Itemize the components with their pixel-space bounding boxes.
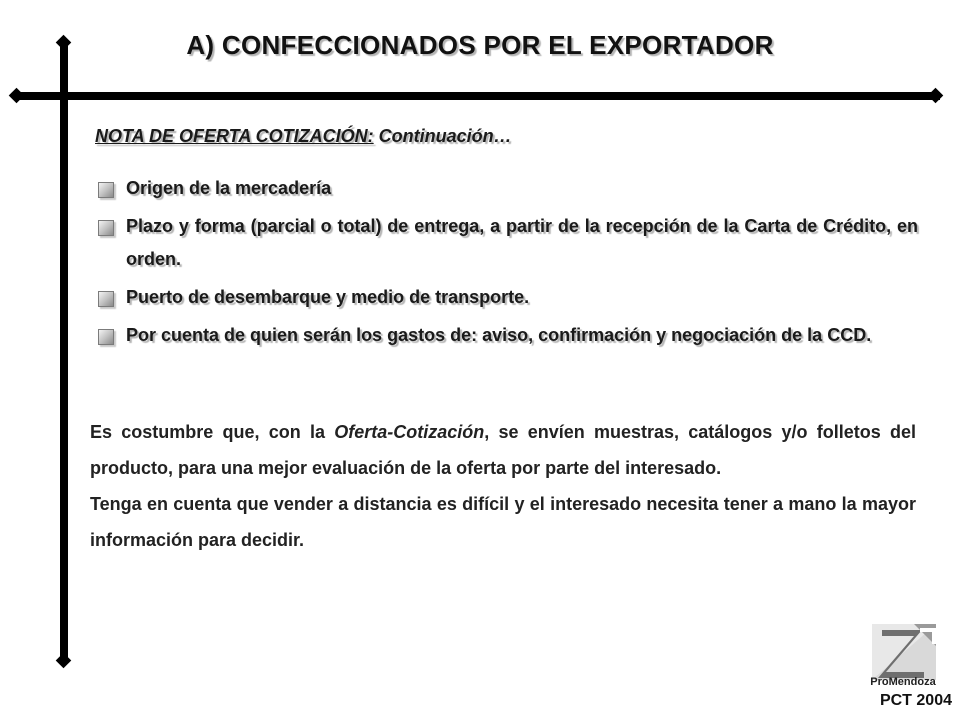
subtitle-underlined: NOTA DE OFERTA COTIZACIÓN:	[95, 126, 374, 146]
paragraph-1-start: Es costumbre que, con la	[90, 422, 335, 442]
square-bullet-icon	[98, 220, 114, 236]
logo-text: ProMendoza	[870, 676, 936, 688]
paragraph-1	[90, 414, 916, 486]
horizontal-rule	[14, 92, 940, 100]
square-bullet-icon	[98, 291, 114, 307]
vertical-rule	[60, 44, 68, 662]
slide-title: A) CONFECCIONADOS POR EL EXPORTADOR	[186, 30, 774, 60]
diamond-right-icon	[928, 88, 944, 104]
paragraph-1-italic: Oferta-Cotización	[334, 422, 485, 442]
list-item	[98, 210, 918, 276]
bullet-text: Por cuenta de quien serán los gastos de: aviso, confirmación y negociación de la CCD.	[126, 325, 872, 345]
diamond-bottom-icon	[56, 653, 72, 669]
footer-text: PCT 2004	[879, 692, 952, 709]
diamond-left-icon	[9, 88, 25, 104]
paragraph-1-end: , se envíen muestras, catálogos y/o folletos del producto, para una mejor evaluación de la oferta por parte del interesado.	[90, 422, 916, 478]
section-subtitle	[95, 126, 512, 147]
list-item	[98, 319, 918, 352]
paragraph-2: Tenga en cuenta que vender a distancia es difícil y el interesado necesita tener a mano la mayor información para decidir.	[90, 494, 916, 550]
square-bullet-icon	[98, 329, 114, 345]
square-bullet-icon	[98, 182, 114, 198]
bullet-text: Origen de la mercadería	[126, 178, 332, 198]
bullet-list	[98, 172, 918, 357]
bullet-text: Plazo y forma (parcial o total) de entrega, a partir de la recepción de la Carta de Crédito, en orden.	[126, 216, 918, 269]
body-paragraphs	[90, 414, 916, 558]
subtitle-rest: Continuación…	[373, 126, 512, 146]
bullet-text: Puerto de desembarque y medio de transporte.	[126, 287, 530, 307]
list-item	[98, 281, 918, 314]
list-item	[98, 172, 918, 205]
